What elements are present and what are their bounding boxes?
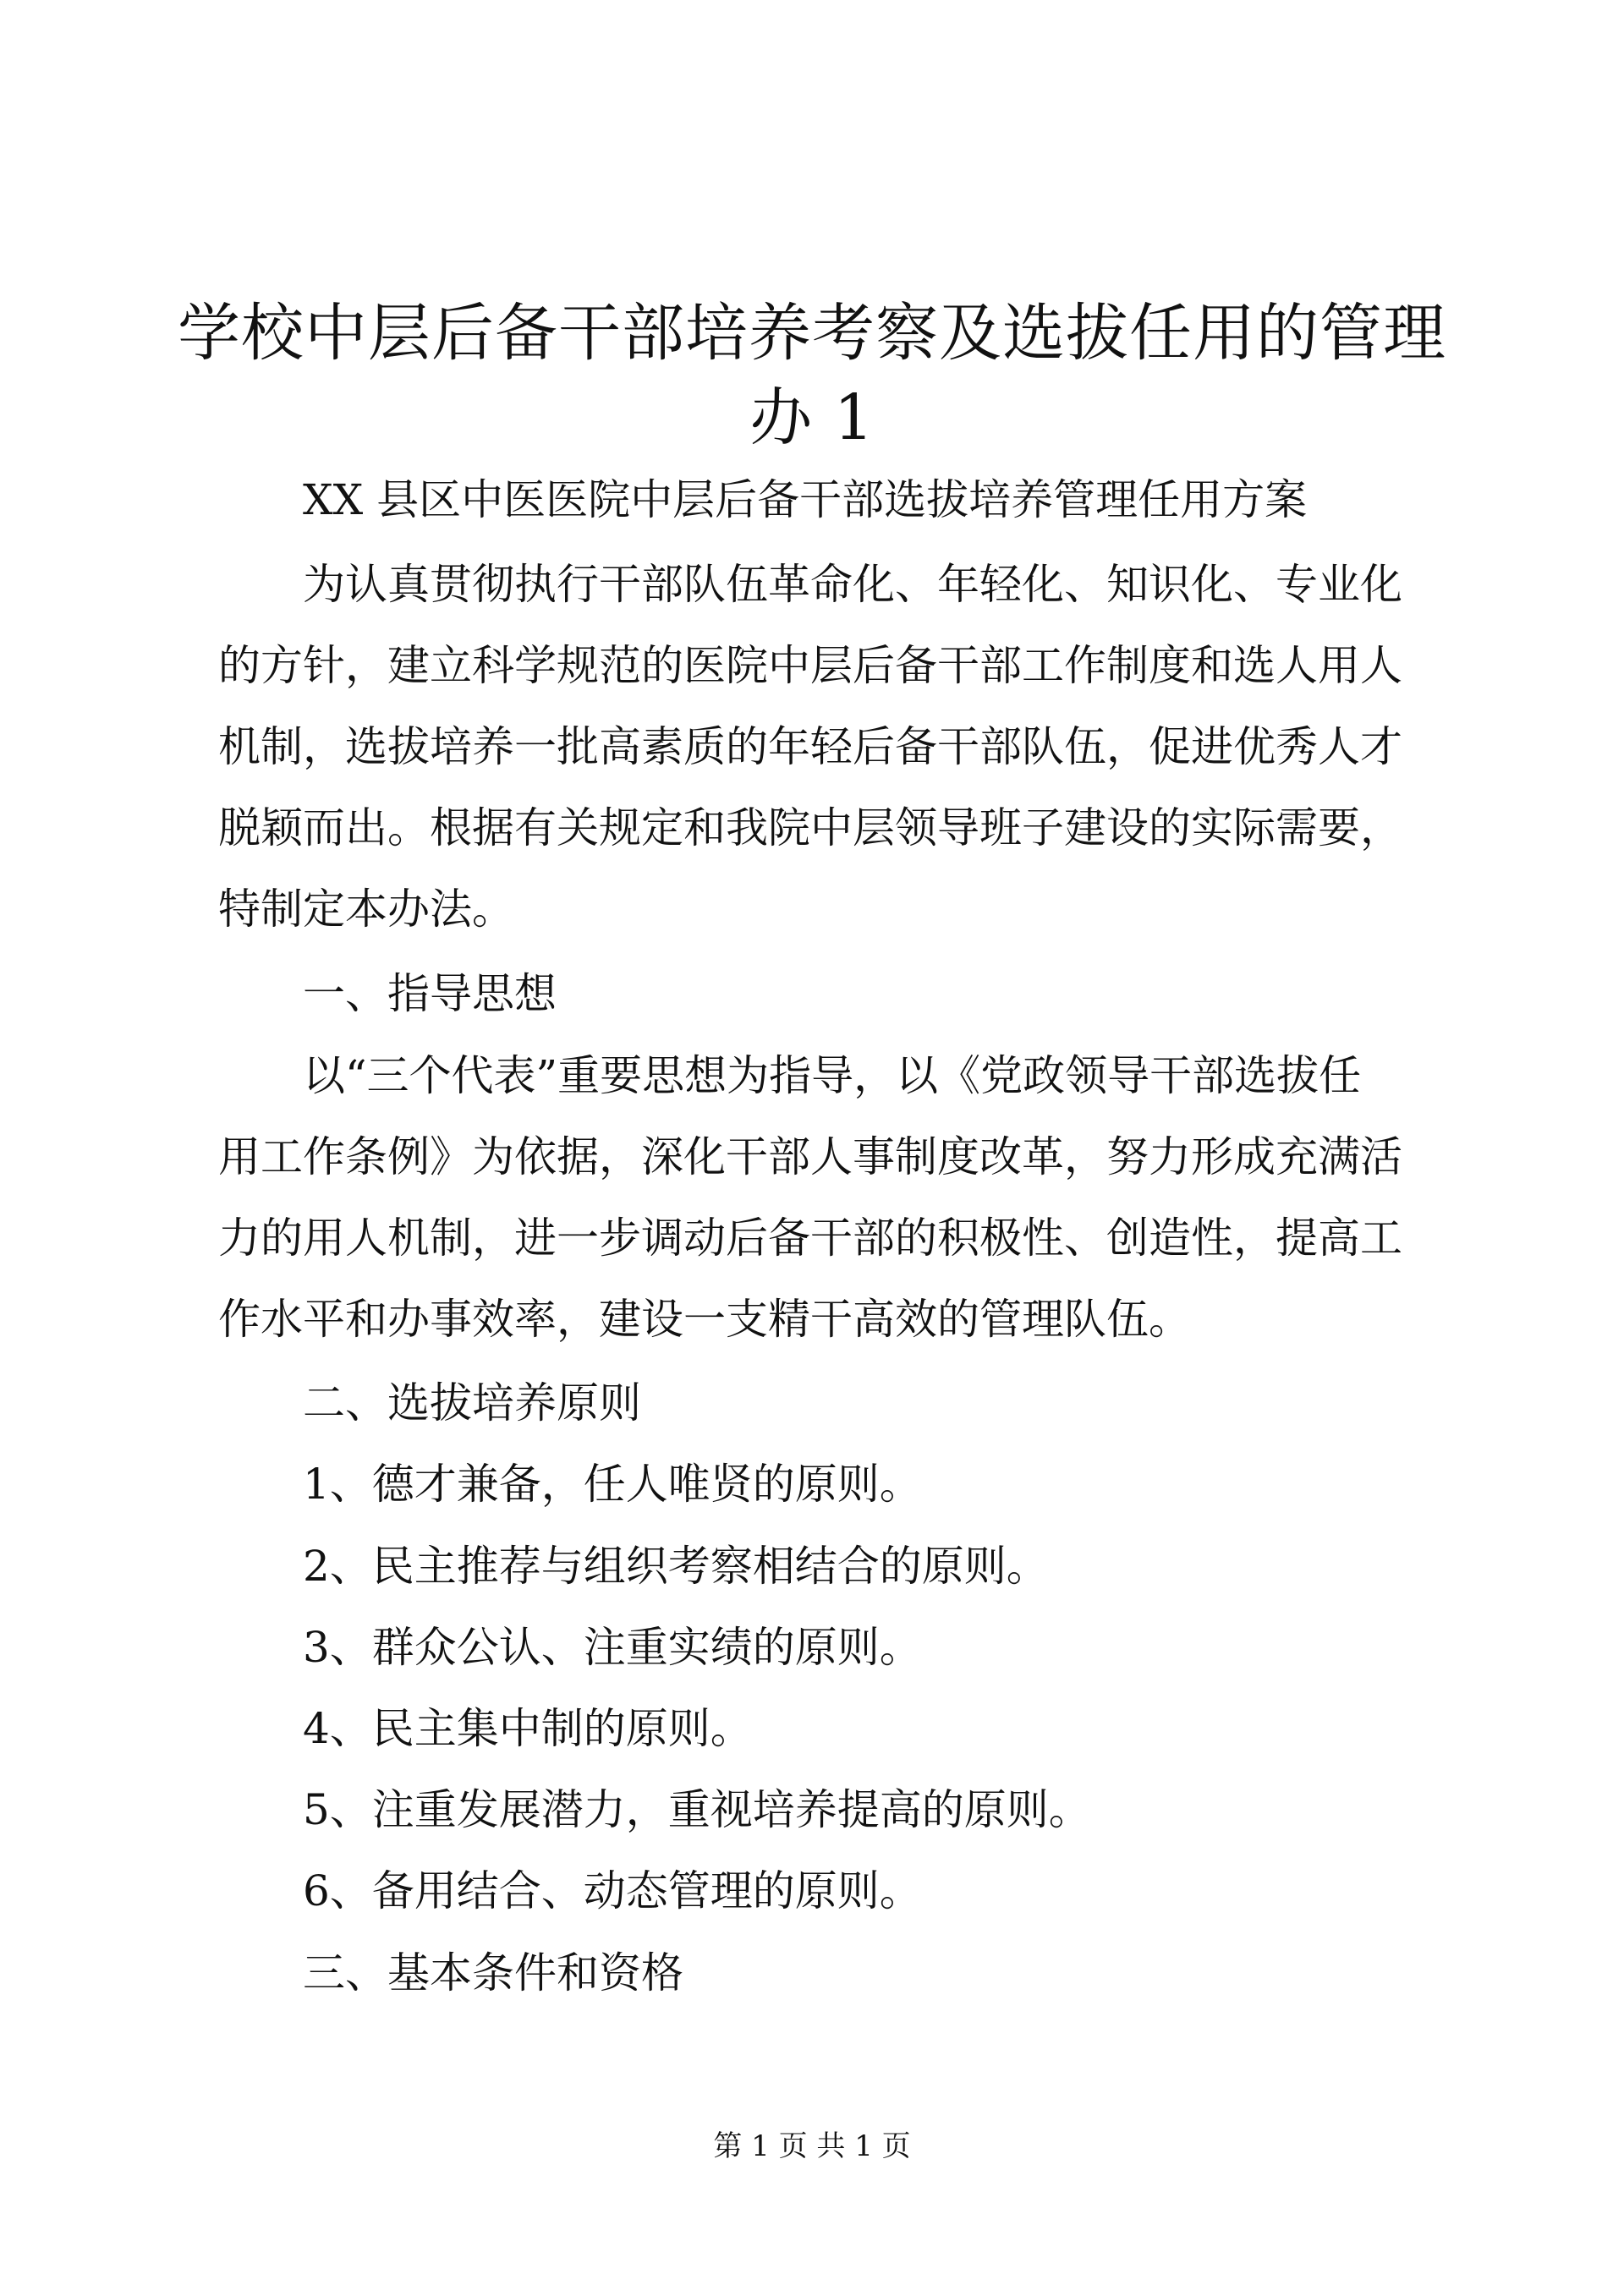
principle-5: 5、注重发展潜力，重视培养提高的原则。 [303,1785,1091,1834]
section-1-line-2: 用工作条例》为依据，深化干部人事制度改革，努力形成充满活 [218,1132,1402,1181]
intro-line-3: 机制，选拔培养一批高素质的年轻后备干部队伍，促进优秀人才 [218,722,1402,771]
principle-2: 2、民主推荐与组织考察相结合的原则。 [303,1542,1049,1591]
principle-4: 4、民主集中制的原则。 [303,1704,753,1753]
intro-line-1: 为认真贯彻执行干部队伍革命化、年轻化、知识化、专业化 [303,560,1402,609]
intro-line-2: 的方针，建立科学规范的医院中层后备干部工作制度和选人用人 [218,641,1402,690]
section-1-heading: 一、指导思想 [303,969,557,1018]
section-3-heading: 三、基本条件和资格 [303,1948,683,1997]
intro-line-4: 脱颖而出。根据有关规定和我院中层领导班子建设的实际需要， [218,803,1402,852]
document-title-line-2: 办 1 [749,381,875,454]
section-1-line-3: 力的用人机制，进一步调动后备干部的积极性、创造性，提高工 [218,1214,1402,1263]
principle-6: 6、备用结合、动态管理的原则。 [303,1866,922,1915]
principle-3: 3、群众公认、注重实绩的原则。 [303,1623,922,1672]
section-2-heading: 二、选拔培养原则 [303,1378,641,1427]
principle-1: 1、德才兼备，任人唯贤的原则。 [303,1460,922,1509]
section-1-line-4: 作水平和办事效率，建设一支精干高效的管理队伍。 [218,1295,1191,1344]
document-subtitle: XX 县区中医医院中层后备干部选拔培养管理任用方案 [303,475,1308,524]
page-footer: 第 1 页 共 1 页 [713,2129,911,2163]
section-1-line-1: 以“三个代表”重要思想为指导，以《党政领导干部选拔任 [303,1051,1362,1100]
document-title-line-1: 学校中层后备干部培养考察及选拔任用的管理 [178,297,1446,370]
intro-line-5: 特制定本办法。 [218,885,514,934]
